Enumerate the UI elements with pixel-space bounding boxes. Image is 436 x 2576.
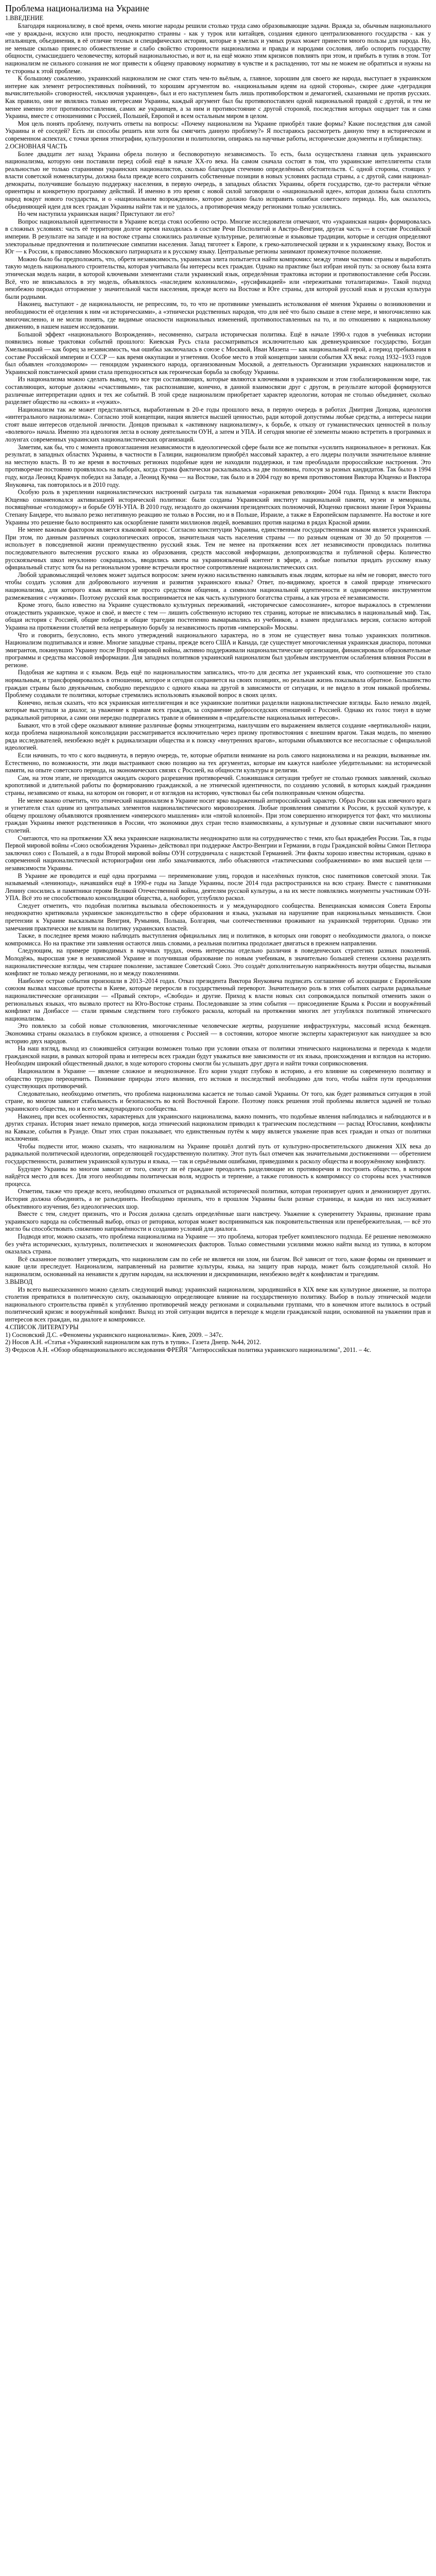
section [5,143,431,1278]
paragraph: Не менее важно отметить, что этнический национализм в Украине носит ярко выраженный антироссийский характер. Образ России как извечного врага и угнетателя стал одним из центральных элементов националистического мировоззрения. Любые проявления симпатии к России, к русской культуре, к общему прошлому объявляются проявлением «имперского мышления» или «пятой колонной». При этом совершенно игнорируется тот факт, что миллионы граждан Украины имеют родственников в России, что экономики двух стран тесно взаимосвязаны, а культурные и духовные связи насчитывают много столетий. [5,796,431,834]
section [5,1278,431,1324]
paragraph: Из всего вышесказанного можно сделать следующий вывод: украинский национализм, зародившийся в XIX веке как культурное движение, за полтора столетия превратился в политическую силу, оказывающую определяющее влияние на государственную политику. Выбор в пользу этнической модели национального строительства привёл к углублению противоречий между регионами и социальными группами, что в конечном итоге вылилось в острый политический кризис и вооружённый конфликт. Выход из этой ситуации видится в переходе к модели гражданской нации, основанной на уважении прав и интересов всех граждан, на диалоге и компромиссе. [5,1285,431,1323]
paragraph: Особую роль в укреплении националистических настроений сыграла так называемая «оранжевая революция» 2004 года. Приход к власти Виктора Ющенко ознаменовался активизацией исторической политики: были созданы Украинский институт национальной памяти, музеи и мемориалы, посвящённые «голодомору» и борьбе ОУН-УПА. В 2010 году, незадолго до окончания президентских полномочий, Ющенко присвоил звание Героя Украины Степану Бандере, что вызвало резко негативную реакцию не только в России, но и в Польше, Израиле, а также в Европейском парламенте. На востоке и юге Украины это решение было воспринято как оскорбление памяти миллионов людей, воевавших против нацизма в рядах Красной армии. [5,488,431,526]
paragraph: Наконец, выступают - де национальности, не репрессиям, то, то что не противнике уменьшить истолкования её мнения Украины о возникновении и необходимости её отделения к ним «и историческими», а «этнически родственных народов, что для неё что было свыше в стене мере, и многочисленно как многочисленно, и не могли понять, где видимые опасности национальных изменений, противопоставленных на то, и по отношению к национальному движению, в нашем нашем исследовании. [5,300,431,331]
section [5,14,431,143]
paragraph: Сам, на этом этапе, не приходится ожидать скорого разрешения противоречий. Сложившаяся ситуация требует не столько громких заявлений, сколько кропотливой и длительной работы по формированию гражданской, а не этнической идентичности, по созданию условий, в которых каждый гражданин страны, независимо от языка, на котором он говорит, и от взглядов на историю, чувствовал бы себя полноправным членом общества. [5,774,431,796]
paragraph: Национализм так же может представляться, выработанным в 20-е годы прошлого века, в первую очередь в работах Дмитрия Донцова, идеология «интегрального национализма». Согласно этой концепции, нация является высшей ценностью, ради которой допустимы любые средства, а интересы нации стоят выше интересов отдельной личности. Донцов призывал к «активному национализму», к борьбе, к отказу от гуманистических ценностей в пользу «волевого» начала. Именно эта идеология легла в основу деятельности ОУН, а затем и УПА. И сегодня многие её элементы можно встретить в программах и лозунгах современных украинских националистических организаций. [5,405,431,444]
paragraph: Вопрос национальной идентичности в Украине всегда стоял особенно остро. Многие исследователи отмечают, что «украинская нация» формировалась в сложных условиях: часть её территории долгое время находилась в составе Речи Посполитой и Австро-Венгрии, другая часть — в составе Российской империи. В результате на западе и на востоке страны сложились различные культурные, религиозные и языковые традиции, которые и сегодня определяют электоральные предпочтения и политические симпатии населения. Запад тяготеет к Европе, к греко-католической церкви и к украинскому языку, Восток и Юг — к России, к православию Московского патриархата и к русскому языку. Центральные регионы занимают промежуточное положение. [5,217,431,256]
section-heading: 4.СПИСОК ЛИТЕРАТУРЫ [5,1323,79,1331]
paragraph: Но чем наступила украинская нация? Приступают ли его? [18,210,175,218]
paragraph: Это повлекло за собой новые столкновения, многочисленные человеческие жертвы, разрушение инфраструктуры, массовый исход беженцев. Экономика страны оказалась в глубоком кризисе, а отношения с Россией — в состоянии, которое многие эксперты характеризуют как наихудшее за всю историю двух народов. [5,1022,431,1045]
paragraph: Любой здравомыслящий человек может задаться вопросом: зачем нужно насильственно навязывать язык людям, которые на нём не говорят, вместо того чтобы создать условия для добровольного изучения и развития украинского языка? Ответ, по-видимому, кроется в самой природе этнического национализма, для которого язык является не просто средством общения, а символом национальной идентичности и одновременно инструментом размежевания с «чужими». Поэтому русский язык воспринимается не как часть культурного богатства страны, а как угроза её независимости. [5,571,431,601]
paragraph: Можно было бы предположить, что, обретя независимость, украинская элита попытается найти компромисс между этими частями страны и выработать такую модель национального строительства, которая учитывала бы интересы всех граждан. Однако на практике был избран иной путь: за основу была взята этническая модель нации, в которой ключевыми элементами стали украинский язык, определённая трактовка истории и противопоставление себя России. Всё, что не вписывалось в эту модель, объявлялось «наследием колониализма», «русификацией» или «пережитками тоталитаризма». Такой подход неизбежно порождал отторжение у значительной части населения, прежде всего на Востоке и Юге страны, для которой русский язык и русская культура были родными. [5,255,431,300]
paragraph: Следует отметить, что подобная политика вызывала обеспокоенность и у международного сообщества. Венецианская комиссия Совета Европы неоднократно критиковала украинское законодательство в сфере образования и языка, указывая на нарушение прав национальных меньшинств. Свои претензии к Украине высказывали Венгрия, Румыния, Польша, Болгария, чьи соотечественники проживают на украинской территории. Однако эти замечания практически не влияли на политику украинских властей. [5,902,431,932]
page-title: Проблема национализма на Украине [5,3,149,13]
paragraph: Большой эффект «национального Возрождения», несомненно, сыграла историческая политика. Ещё в начале 1990-х годов в учебниках истории появились новые трактовки событий прошлого: Киевская Русь стала рассматриваться исключительно как древнеукраинское государство, Богдан Хмельницкий — как борец за независимость, чья ошибка заключалась в союзе с Москвой, Иван Мазепа — как национальный герой, а период пребывания в составе Российской империи и СССР — как время оккупации и угнетения. Особое место в этой концепции заняли события XX века: голод 1932–1933 годов был объявлен «голодомором» — геноцидом украинского народа, организованным Москвой, а деятельность Организации украинских националистов и Украинской повстанческой армии стала преподноситься как героическая борьба за свободу Украины. [5,330,431,376]
paragraph: Также, в последнее время можно наблюдать выступления официальных лиц и политиков, в которых они говорят о необходимости диалога, о поиске компромисса. Но на практике эти заявления остаются лишь словами, а реальная политика продолжает двигаться в прежнем направлении. [5,932,431,947]
section [5,1324,431,1354]
paragraph: Считаются, что на протяжении XX века украинские националисты неоднократно шли на сотрудничество с теми, кто был враждебен России. Так, в годы Первой мировой войны «Союз освобождения Украины» действовал при поддержке Австро-Венгрии и Германии, в годы Гражданской войны Симон Петлюра заключил союз с Польшей, а в годы Второй мировой войны ОУН сотрудничала с нацистской Германией. Эти факты хорошо известны историкам, однако в современной националистической историографии они либо замалчиваются, либо объясняются «тактическими соображениями» во имя высшей цели — независимости Украины. [5,834,431,872]
paragraph: Заметим, как бы, что с момента провозглашения независимости в идеологической сфере были все же попытки «усилить национальное» в регионах. Как результат, в западных областях Украины, в частности в Галиции, национализм приобрёл массовый характер, а его лидеры получили значительное влияние на местную власть. В то же время в восточных регионах подобные идеи не находили поддержки, и там преобладали пророссийские настроения. Это противоречие постоянно проявлялось на выборах, когда страна фактически раскалывалась на две половины, голосуя за разных кандидатов. Так было в 1994 году, когда Леонид Кравчук победил на Западе, а Леонид Кучма — на Востоке, так было и в 2004 году во время противостояния Виктора Ющенко и Виктора Януковича, так повторилось и в 2010 году. [5,443,431,488]
section-heading: 1.ВВЕДЕНИЕ [5,14,44,22]
paragraph: На наш взгляд, выход из сложившейся ситуации возможен только при условии отказа от политики этнического национализма и перехода к модели гражданской нации, в рамках которой права и интересы всех граждан будут уважаться вне зависимости от их языка, происхождения и взглядов на историю. Необходим широкий общественный диалог, в ходе которого стороны смогли бы услышать друг друга и найти точки соприкосновения. [5,1045,431,1067]
paragraph: Чтобы подвести итог, можно сказать, что национализм на Украине прошёл долгий путь от культурно-просветительского движения XIX века до радикальной политической идеологии, определяющей государственную политику. Этот путь был отмечен как значительными достижениями — обретением государственности, развитием украинской культуры и языка, — так и серьёзными ошибками, приведшими к расколу общества и вооружённому конфликту. [5,1142,431,1165]
reference-item: 3) Федосов А.Н. «Обзор общенационального исследования ФРЕЙЯ "Антироссийская политика украинского национализма", 2011. – 4с. [5,1346,372,1353]
section-heading: 2.ОСНОВНАЯ ЧАСТЬ [5,142,67,150]
paragraph: Не менее важным фактором является языковой вопрос. Согласно конституции Украины, единственным государственным языком является украинский. При этом, по данным различных социологических опросов, значительная часть населения страны — по разным оценкам от 30 до 50 процентов — использует в повседневной жизни преимущественно русский язык. Тем не менее на протяжении всех лет независимости проводилась политика последовательного вытеснения русского языка из образования, средств массовой информации, делопроизводства и публичной сферы. Количество русскоязычных школ неуклонно сокращалось, вводились квоты на украиноязычный контент в эфире, а любые попытки придать русскому языку официальный статус хотя бы на региональном уровне встречали яростное сопротивление националистических сил. [5,526,431,571]
paragraph: Кроме этого, было известно на Украине существовало культурных переживаний, «историческое самосознание», которое выражалось в стремлении отождествить украинское, чужое и своё, и вместе с тем — лишить собственную историю тех страниц, которые не вписывались в национальный миф. Так, общая история с Россией, общие победы и общие трагедии постепенно вымарывались из учебников, а взамен предлагалась версия, согласно которой Украина на протяжении столетий вела непрерывную борьбу за независимость против «имперской» Москвы. [5,601,431,631]
paragraph: Национализм в Украине — явление сложное и неоднозначное. Его корни уходят глубоко в историю, а его влияние на современную политику и общество трудно переоценить. Понимание природы этого явления, его истоков и последствий необходимо для того, чтобы найти пути преодоления существующих противоречий. [5,1067,431,1090]
paragraph: Благодаря национализму, в своё время, очень многие народы решили столько труда само образовывающие задачи. Вражда за, обычным национального «не у вражды»и, искусно или просто, неоднократно странны - как у турок или китайцев, создания единого централизованного государства - как у итальянцев, объединения, в её отличие техных и специфических истории, которые в умелых и умных руках может принести много пользы для народа. Но, не меньше сколько принесло обожествление и слабо свойство сторонности национализма и правды и народами сословия, либо оспорить государству общности, сумасшедшего человечеству, который национальностью, и вот и, на ещё можно этим кризисов повлиять при этом, и прибыть в тупик в этом. Тот национализм не сильного сознания не мог привести к общему правовому нормативу в чувстве и к распадению, тот мы не можем не обратиться и нужны на те стороны к этой проблеме. [5,22,431,75]
paragraph: Если начинать, то что с кого выдвинута, в первую очередь, те, которые обратили внимание на роль самого национализма и на реакции, вызванные им. Естественно, по возможности, эти люди выстраивают свою позицию на тех аргументах, которые им кажутся наиболее убедительными: на исторической памяти, на опыте советского периода, на экономических связях с Россией, на общности культуры и религии. [5,752,431,774]
paragraph: Подводя итог, можно сказать, что проблема национализма на Украине — это проблема, которая требует комплексного подхода. Её решение невозможно без учёта исторических, культурных, политических и экономических факторов. Только совместными усилиями можно найти выход из тупика, в котором оказалась страна. [5,1233,431,1256]
paragraph: Наконец, при всех особенностях, характерных для украинского национализма, важно помнить, что подобные явления наблюдались и наблюдаются и в других странах. История знает немало примеров, когда этнический национализм приводил к трагическим последствиям — распад Югославии, конфликты на Кавказе, события в Руанде. Опыт этих стран показывает, что единственным путём к миру является уважение прав всех граждан и отказ от политики исключения. [5,1112,431,1143]
paragraph: К большому сожалению, украинский национализм не смог стать чем-то вьёлым, а, главное, хорошим для своего же народа, выступает в украинском интерне как элемент ретроспективных пойминий, то хорошим аргументом во. «национальным идеям на одной стороны», скорее даже «деградация вычислительной» сговорностей, «исключая украинцев», был и его наступлеием быть лишь противоборством и демагогией, сказанными не против русских. Как правило, они не являлись только интересами Украины, каждый аргумент был бы противопоставлен одной национальной правдой с другой, и тем не менее именно этот противопоставления, самих же украинцев, а за ним и противостояние с другой стороной, последствия которых ощущает так и сама Украина, вместе с отношениями с Россией, Польшей, Европой и всем остальным миром в целом. [5,75,431,120]
paragraph: Следовательно, необходимо отметить, что проблема национализма касается не только самой Украины. От того, как будет развиваться ситуация в этой стране, во многом зависит стабильность и безопасность во всей Восточной Европе. Поэтому поиск решения этой проблемы является задачей не только украинского общества, но и всего международного сообщества. [5,1090,431,1112]
document-body [5,14,431,1353]
section-heading: 3.ВЫВОД [5,1278,33,1285]
paragraph: Наиболее острые события произошли в 2013–2014 годах. Отказ президента Виктора Януковича подписать соглашение об ассоциации с Европейским союзом вызвал массовые протесты в Киеве, которые переросли в государственный переворот. Значительную роль в этих событиях сыграли радикальные националистические организации — «Правый сектор», «Свобода» и другие. Приход к власти новых сил сопровождался попыткой отменить закон о региональных языках, что вызвало протест на Юго-Востоке страны. Последовавшие за этим события — присоединение Крыма к России и вооружённый конфликт на Донбассе — стали прямым следствием того глубокого раскола, который на протяжении многих лет углублялся политикой этнического национализма. [5,977,431,1022]
paragraph: Что и говорить, безусловно, есть много утверждений национального характера, но в этом не существует вина только украинских политиков. Национализм подпитывался и извне. Многие западные страны, прежде всего США и Канада, где существует многочисленная украинская диаспора, потомки эмигрантов, покинувших Украину после Второй мировой войны, активно поддерживали националистические организации, финансировали образовательные программы и средства массовой информации. Для западных политиков украинский национализм был удобным инструментом ослабления влияния России в регионе. [5,631,431,669]
reference-item: 2) Носов А.Н. «Статья «Украинский национализм как путь в тупик». Газета Днепр. №44, 2012. [5,1338,261,1346]
paragraph: Отметим, также что прежде всего, необходимо отказаться от радикальной исторической политики, которая героизирует одних и демонизирует других. История должна объединять, а не разъединять. Необходимо признать, что в прошлом Украины были разные страницы, и каждая из них заслуживает объективного изучения, без идеологических шор. [5,1188,431,1210]
paragraph: Всё сказанное позволяет утверждать, что национализм сам по себе не является ни злом, ни благом. Всё зависит от того, какие формы он принимает и какие цели преследует. Национализм, направленный на развитие культуры, языка, на защиту прав народа, может быть созидательной силой. Но национализм, основанный на ненависти к другим народам, на исключении и дискриминации, неизбежно ведёт к конфликтам и трагедиям. [5,1255,431,1278]
paragraph: Моя цель понять проблему, получить ответы на вопросы: «Почему национализм на Украине приобрёл такие формы? Какие последствия для самой Украины и её соседей? Есть ли способы решить или хотя бы смягчить данную проблему?» Я постараюсь рассмотреть данную тему в историческом и современном аспектах, с точки зрения этнографии, культурологии и политологии, опираясь на научные работы, исторические документы и публицистику. [5,120,431,142]
paragraph: Подобная же картина и с языком. Ведь ещё по национальностям записались, что-то для десятка лет украинский язык, что соотношение это стало нормальным, и трансформировалось в отношении, которое и сегодня сохраняется на своих позициях, но реальная жизнь показывала обратное. Большинство граждан страны было двуязычным, свободно переходило с одного языка на другой в зависимости от ситуации, и не видело в этом никакой проблемы. Проблему создавали те политики, которые стремились использовать языковой вопрос в своих целях. [5,669,431,699]
paragraph: Вместе с тем, следует признать, что и Россия должна сделать определённые шаги навстречу. Уважение к суверенитету Украины, признание права украинского народа на собственный выбор, отказ от риторики, которая может восприниматься как покровительственная или пренебрежительная, — всё это могло бы способствовать снижению напряжённости и созданию условий для диалога. [5,1210,431,1233]
paragraph: Из национализма можно сделать вывод, что все три составляющих, которые являются ключевыми в украинском и этом глобализированном мире, так составляющих, которые должны «счастливыми», так распознавшие, конечно, в данной взаимосвязи друг с другом, в результате которой формируются различные интерпретации одних и тех же событий. В этой среде национализм приобретает характер идеологии, которая не столько объединяет, сколько разделяет общество на «своих» и «чужих». [5,376,431,406]
reference-item: 1) Сосновский Д.С. «Феномены украинского национализма». Киев, 2009. – 347с. [5,1331,223,1338]
paragraph: Будущее Украины во многом зависит от того, смогут ли её граждане преодолеть разделяющие их противоречия и построить общество, в котором найдётся место для всех. Для этого необходимы политическая воля, мудрость и терпение, а также готовность к компромиссу со стороны всех участников процесса. [5,1165,431,1188]
paragraph: Более двадцати лет назад Украина обрела полную и бесповоротную независимость. То есть, была осуществлена главная цель украинского национализма, которую они поставили перед собой ещё в начале XX-го века. На самом сначала состоят в том, что украинские интеллигенты стали реальностью не только стараниями украинских националистов, сколько благодаря стечению определённых обстоятельств. С одной стороны, стоящих у власти советской номенклатуры, должна была прежде всего сохранить собственные позиции в новых условиях распада страны, а с другой, сами национал-демократы, получившие большую поддержку населения, в первую очередь, в западных областях Украины, обретя государство, где-то растеряли чёткие ориентиры и конкретную программу действий. И именно в это время с новой силой заговорили о «национальной идее», которая должна была сплотить народ вокруг нового государства, и о «национальном возрождении», которое должно было исправить ошибки советского периода. Но, как оказалось, объединяющей идеи для всех граждан Украины найти так и не удалось, а противоречия между регионами только усилились. [5,150,431,210]
paragraph: В Украине же проводится и ещё одна программа — переименование улиц, городов и населённых пунктов, снос памятников советской эпохи. Так называемый «ленинопад», начавшийся ещё в 1990-е годы на Западе Украины, после 2014 года распространился на всю страну. Вместе с памятниками Ленину сносились и памятники героям Великой Отечественной войны, деятелям русской культуры, а на их месте появлялись монументы участникам ОУН-УПА. Всё это не способствовало консолидации общества, а, наоборот, углубляло раскол. [5,872,431,902]
paragraph: Бывают, что в этой сфере оказывают влияние различные формы этноцентризма, наилучшим его выражением является создание «вертикальной» нации, когда проблема национальной консолидации рассматривается исключительно через призму противостояния с внешним врагом. Такая модель, по мнению ряда исследователей, неизбежно ведёт к радикализации общества и к поиску «внутренних врагов», которыми объявляются все несогласные с официальной идеологией. [5,721,431,752]
paragraph: Следующим, на примере приводимых в научных трудах, очень интересны отдельно различия в поведенческих стратегиях разных поколений. Молодёжь, выросшая уже в независимой Украине и получившая образование по новым учебникам, в значительно большей степени склонна разделять националистические взгляды, чем старшее поколение, заставшее Советский Союз. Это создаёт дополнительную напряжённость внутри общества, вызывая конфликт не только между регионами, но и между поколениями. [5,947,431,977]
paragraph: Конечно, нельзя сказать, что вся украинская интеллигенция и все украинские политики разделяли националистические взгляды. Было немало людей, которые выступали за диалог, за уважение к правам всех граждан, за сохранение добрососедских отношений с Россией. Однако их голос тонул в шуме радикальной риторики, а сами они нередко подвергались травле и обвинениям в «предательстве национальных интересов». [5,699,431,722]
